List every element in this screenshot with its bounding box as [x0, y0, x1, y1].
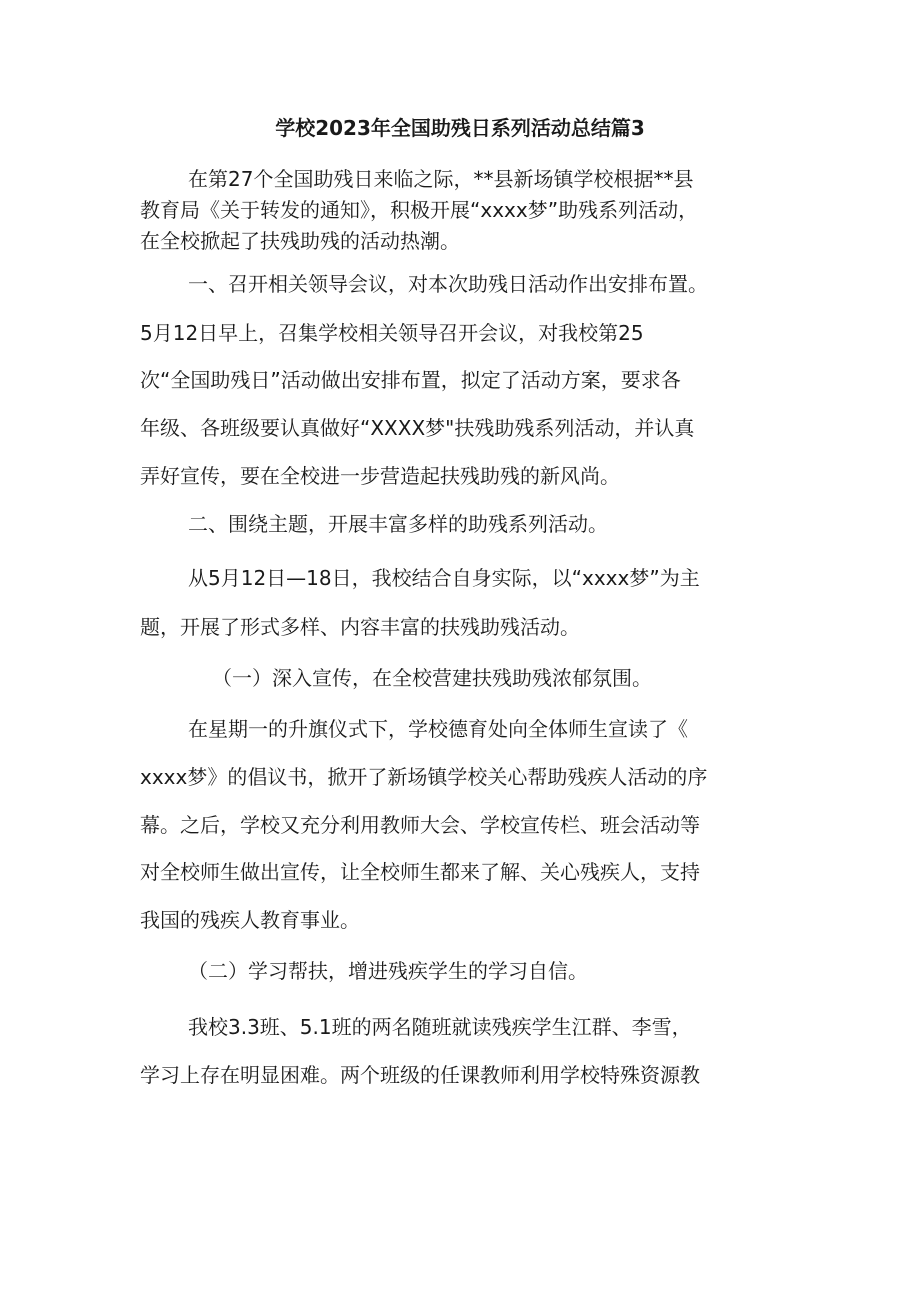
paragraph-line: 从5月12日—18日，我校结合自身实际，以“xxxx梦”为主 [188, 566, 700, 590]
paragraph-line: 题，开展了形式多样、内容丰富的扶残助残活动。 [140, 615, 580, 639]
paragraph-line: 5月12日早上，召集学校相关领导召开会议，对我校第25 [140, 321, 644, 345]
paragraph-line: 年级、各班级要认真做好“XXXX梦"扶残助残系列活动，并认真 [140, 416, 695, 440]
paragraph-line: 教育局《关于转发的通知》，积极开展“xxxx梦”助残系列活动， [140, 198, 699, 222]
paragraph-line: 学习上存在明显困难。两个班级的任课教师利用学校特殊资源教 [140, 1063, 700, 1087]
subsection-heading: （二）学习帮扶，增进残疾学生的学习自信。 [188, 959, 588, 983]
paragraph-line: 我国的残疾人教育事业。 [140, 908, 360, 932]
paragraph-line: 在星期一的升旗仪式下，学校德育处向全体师生宣读了《 [188, 717, 688, 741]
section-heading: 一、召开相关领导会议，对本次助残日活动作出安排布置。 [188, 272, 708, 296]
subsection-heading: （一）深入宣传，在全校营建扶残助残浓郁氛围。 [212, 666, 652, 690]
paragraph-line: 在全校掀起了扶残助残的活动热潮。 [140, 229, 460, 253]
section-heading: 二、围绕主题，开展丰富多样的助残系列活动。 [188, 512, 608, 536]
paragraph-line: 弄好宣传，要在全校进一步营造起扶残助残的新风尚。 [140, 464, 620, 488]
paragraph-line: 对全校师生做出宣传，让全校师生都来了解、关心残疾人，支持 [140, 860, 700, 884]
document-title: 学校2023年全国助残日系列活动总结篇3 [275, 116, 645, 140]
paragraph-line: 在第27个全国助残日来临之际，**县新场镇学校根据**县 [188, 167, 694, 191]
paragraph-line: 我校3.3班、5.1班的两名随班就读残疾学生江群、李雪， [188, 1015, 692, 1039]
paragraph-line: 次“全国助残日”活动做出安排布置，拟定了活动方案，要求各 [140, 368, 681, 392]
paragraph-line: 幕。之后，学校又充分利用教师大会、学校宣传栏、班会活动等 [140, 813, 700, 837]
paragraph-line: xxxx梦》的倡议书，掀开了新场镇学校关心帮助残疾人活动的序 [140, 765, 708, 789]
